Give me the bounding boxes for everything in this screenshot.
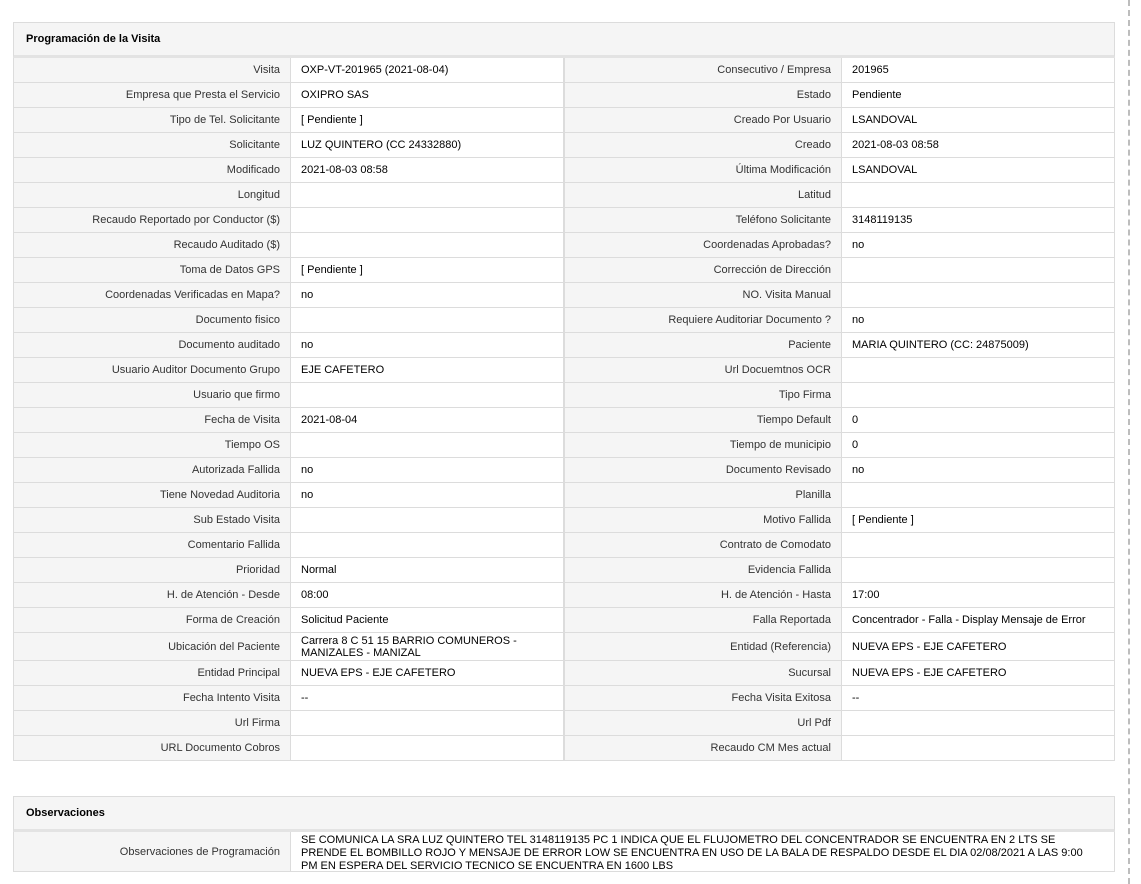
field-value <box>841 258 1114 282</box>
programacion-grid <box>13 58 1115 761</box>
field-value <box>290 736 565 760</box>
field-value <box>290 433 565 457</box>
field-value: 2021-08-03 08:58 <box>290 158 565 182</box>
field-value: 3148119135 <box>841 208 1114 232</box>
table-row <box>14 483 1114 508</box>
field-value: 201965 <box>841 58 1114 82</box>
field-label: Usuario Auditor Documento Grupo <box>14 358 290 382</box>
table-row <box>14 558 1114 583</box>
field-value: [ Pendiente ] <box>841 508 1114 532</box>
field-label: Entidad Principal <box>14 661 290 685</box>
field-value: -- <box>841 686 1114 710</box>
field-label: Tiempo OS <box>14 433 290 457</box>
field-value: LSANDOVAL <box>841 108 1114 132</box>
table-row <box>14 333 1114 358</box>
field-value: 17:00 <box>841 583 1114 607</box>
field-value: 0 <box>841 433 1114 457</box>
table-row <box>14 583 1114 608</box>
observaciones-value: SE COMUNICA LA SRA LUZ QUINTERO TEL 3148119135 PC 1 INDICA QUE EL FLUJOMETRO DEL CONCENTRADOR SE ENCUENTRA EN 2 LTS SE PRENDE EL BOMBILLO ROJO Y MENSAJE DE ERROR LOW SE ENCUENTRA EN USO DE LA BALA DE RESPALDO DESDE EL DIA 02/08/2021 A LAS 9:00 PM EN ESPERA DEL SERVICIO TECNICO SE ENCUENTRA EN 1600 LBS <box>290 832 1114 871</box>
table-row <box>14 433 1114 458</box>
table-row <box>14 258 1114 283</box>
field-value <box>841 183 1114 207</box>
field-value: 2021-08-04 <box>290 408 565 432</box>
field-value: no <box>841 308 1114 332</box>
field-label: Solicitante <box>14 133 290 157</box>
field-value <box>841 383 1114 407</box>
field-label: Tipo de Tel. Solicitante <box>14 108 290 132</box>
field-value: no <box>290 283 565 307</box>
observaciones-label: Observaciones de Programación <box>14 832 290 871</box>
field-value: OXIPRO SAS <box>290 83 565 107</box>
field-label: Motivo Fallida <box>565 508 841 532</box>
table-row <box>14 183 1114 208</box>
field-value: Concentrador - Falla - Display Mensaje de Error <box>841 608 1114 632</box>
field-label: Empresa que Presta el Servicio <box>14 83 290 107</box>
field-value <box>290 208 565 232</box>
field-value: NUEVA EPS - EJE CAFETERO <box>290 661 565 685</box>
field-value: OXP-VT-201965 (2021-08-04) <box>290 58 565 82</box>
field-label: Fecha Intento Visita <box>14 686 290 710</box>
field-label: Url Pdf <box>565 711 841 735</box>
field-label: Latitud <box>565 183 841 207</box>
field-label: Sucursal <box>565 661 841 685</box>
field-value: -- <box>290 686 565 710</box>
field-label: H. de Atención - Desde <box>14 583 290 607</box>
table-row <box>14 208 1114 233</box>
field-label: Evidencia Fallida <box>565 558 841 582</box>
table-row <box>14 133 1114 158</box>
field-value <box>290 308 565 332</box>
field-value: no <box>841 233 1114 257</box>
field-label: H. de Atención - Hasta <box>565 583 841 607</box>
field-label: Modificado <box>14 158 290 182</box>
field-label: Recaudo CM Mes actual <box>565 736 841 760</box>
field-label: Url Docuemtnos OCR <box>565 358 841 382</box>
observaciones-title: Observaciones <box>26 807 105 819</box>
table-row <box>14 686 1114 711</box>
field-label: Documento fisico <box>14 308 290 332</box>
observaciones-row <box>13 832 1115 872</box>
field-label: Creado <box>565 133 841 157</box>
table-row <box>14 58 1114 83</box>
field-label: Tiene Novedad Auditoria <box>14 483 290 507</box>
field-label: Fecha Visita Exitosa <box>565 686 841 710</box>
field-value <box>841 358 1114 382</box>
table-row <box>14 283 1114 308</box>
table-row <box>14 608 1114 633</box>
field-value <box>290 183 565 207</box>
field-label: Tipo Firma <box>565 383 841 407</box>
table-row <box>14 358 1114 383</box>
page-border-dashed <box>1128 0 1130 884</box>
field-value <box>841 483 1114 507</box>
field-label: NO. Visita Manual <box>565 283 841 307</box>
table-row <box>14 711 1114 736</box>
table-row <box>14 458 1114 483</box>
field-label: Fecha de Visita <box>14 408 290 432</box>
table-row <box>14 508 1114 533</box>
field-value: LUZ QUINTERO (CC 24332880) <box>290 133 565 157</box>
table-row <box>14 233 1114 258</box>
field-value: Pendiente <box>841 83 1114 107</box>
field-label: Visita <box>14 58 290 82</box>
field-label: Última Modificación <box>565 158 841 182</box>
field-value: no <box>290 458 565 482</box>
table-row <box>14 736 1114 761</box>
field-label: Prioridad <box>14 558 290 582</box>
field-value: LSANDOVAL <box>841 158 1114 182</box>
field-value <box>290 711 565 735</box>
field-value: 0 <box>841 408 1114 432</box>
field-label: Estado <box>565 83 841 107</box>
field-label: Recaudo Reportado por Conductor ($) <box>14 208 290 232</box>
field-label: Tiempo de municipio <box>565 433 841 457</box>
field-label: Requiere Auditoriar Documento ? <box>565 308 841 332</box>
field-label: Tiempo Default <box>565 408 841 432</box>
programacion-panel <box>13 22 1115 761</box>
field-label: Recaudo Auditado ($) <box>14 233 290 257</box>
field-value: Normal <box>290 558 565 582</box>
table-row <box>14 408 1114 433</box>
table-row <box>14 633 1114 661</box>
field-value: 08:00 <box>290 583 565 607</box>
field-label: Contrato de Comodato <box>565 533 841 557</box>
field-label: Longitud <box>14 183 290 207</box>
field-label: Planilla <box>565 483 841 507</box>
table-row <box>14 308 1114 333</box>
table-row <box>14 108 1114 133</box>
field-value: Carrera 8 C 51 15 BARRIO COMUNEROS - MANIZALES - MANIZAL <box>290 633 565 660</box>
field-label: Toma de Datos GPS <box>14 258 290 282</box>
field-label: Paciente <box>565 333 841 357</box>
field-value <box>290 233 565 257</box>
table-row <box>14 383 1114 408</box>
field-value: [ Pendiente ] <box>290 258 565 282</box>
field-value: 2021-08-03 08:58 <box>841 133 1114 157</box>
field-label: Documento auditado <box>14 333 290 357</box>
field-value <box>841 736 1114 760</box>
field-label: Teléfono Solicitante <box>565 208 841 232</box>
field-label: Sub Estado Visita <box>14 508 290 532</box>
observaciones-panel <box>13 796 1115 872</box>
field-value <box>841 283 1114 307</box>
field-label: Corrección de Dirección <box>565 258 841 282</box>
field-label: Coordenadas Verificadas en Mapa? <box>14 283 290 307</box>
field-label: Falla Reportada <box>565 608 841 632</box>
field-label: Entidad (Referencia) <box>565 633 841 660</box>
field-value: MARIA QUINTERO (CC: 24875009) <box>841 333 1114 357</box>
field-label: Ubicación del Paciente <box>14 633 290 660</box>
field-label: URL Documento Cobros <box>14 736 290 760</box>
table-row <box>14 158 1114 183</box>
field-label: Documento Revisado <box>565 458 841 482</box>
table-row <box>14 533 1114 558</box>
field-value <box>290 533 565 557</box>
field-value: NUEVA EPS - EJE CAFETERO <box>841 633 1114 660</box>
field-value: [ Pendiente ] <box>290 108 565 132</box>
observaciones-header <box>13 796 1115 832</box>
field-label: Consecutivo / Empresa <box>565 58 841 82</box>
field-value: EJE CAFETERO <box>290 358 565 382</box>
programacion-header <box>13 22 1115 58</box>
field-label: Creado Por Usuario <box>565 108 841 132</box>
field-value <box>290 508 565 532</box>
field-label: Autorizada Fallida <box>14 458 290 482</box>
field-label: Url Firma <box>14 711 290 735</box>
field-label: Forma de Creación <box>14 608 290 632</box>
table-row <box>14 83 1114 108</box>
field-value <box>841 711 1114 735</box>
field-label: Coordenadas Aprobadas? <box>565 233 841 257</box>
programacion-title: Programación de la Visita <box>26 33 161 45</box>
field-label: Usuario que firmo <box>14 383 290 407</box>
field-value: no <box>841 458 1114 482</box>
field-value <box>841 533 1114 557</box>
field-value <box>290 383 565 407</box>
field-value: no <box>290 333 565 357</box>
field-value: no <box>290 483 565 507</box>
field-label: Comentario Fallida <box>14 533 290 557</box>
field-value <box>841 558 1114 582</box>
table-row <box>14 661 1114 686</box>
field-value: Solicitud Paciente <box>290 608 565 632</box>
field-value: NUEVA EPS - EJE CAFETERO <box>841 661 1114 685</box>
